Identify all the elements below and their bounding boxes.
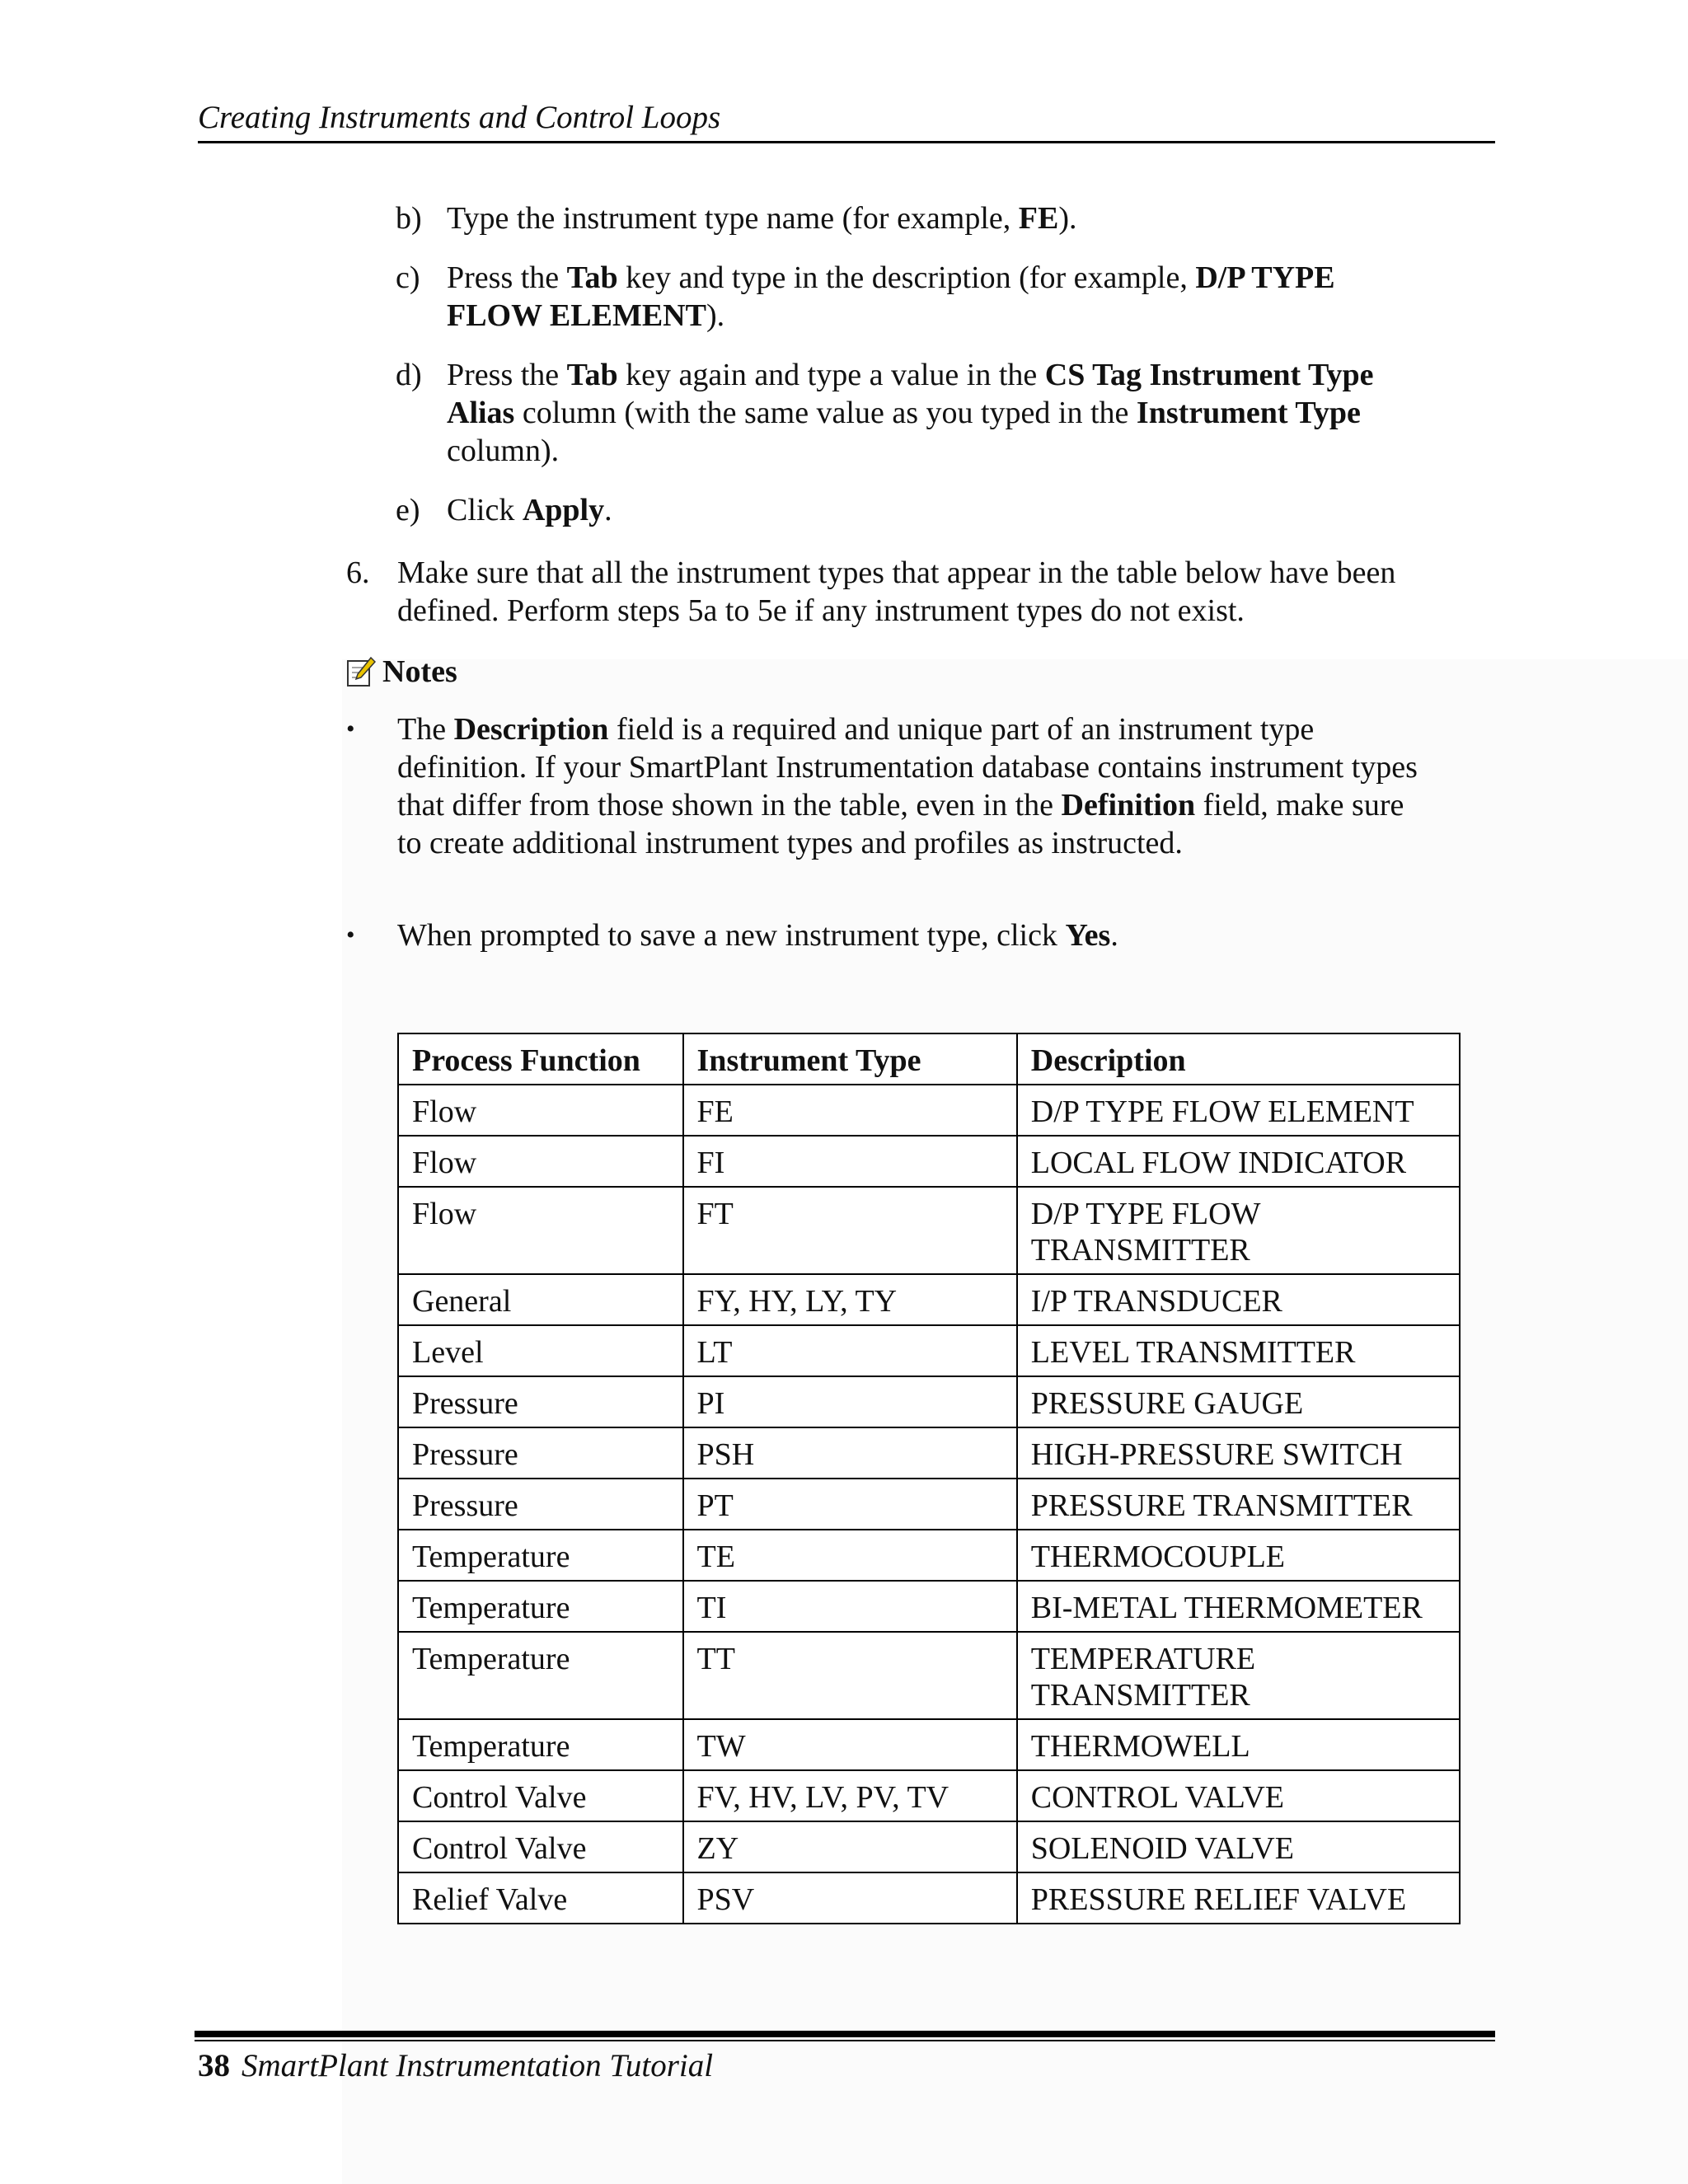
description-cell: PRESSURE RELIEF VALVE: [1017, 1872, 1460, 1924]
text-run: The: [397, 712, 454, 747]
table-row: [398, 1479, 1460, 1530]
column-header-process-function: Process Function: [398, 1033, 683, 1085]
text-run: Press the: [447, 358, 567, 392]
text-run: ).: [1058, 201, 1077, 236]
note-text: [397, 710, 1436, 862]
table-row: [398, 1187, 1460, 1274]
footer-title: SmartPlant Instrumentation Tutorial: [241, 2048, 714, 2083]
bold-term: FE: [1018, 201, 1059, 236]
description-cell: LEVEL TRANSMITTER: [1017, 1325, 1460, 1376]
instrument-type-cell: FV, HV, LV, PV, TV: [683, 1770, 1017, 1821]
bold-term: Tab: [566, 358, 618, 392]
description-cell: I/P TRANSDUCER: [1017, 1274, 1460, 1325]
step-text: Make sure that all the instrument types that appear in the table below have been defined. Perform steps 5a to 5e if any instrument types do not exist.: [397, 555, 1396, 628]
running-header: [198, 97, 1495, 143]
text-run: key again and type a value in the: [617, 358, 1045, 392]
table-row: [398, 1770, 1460, 1821]
substep-text: [447, 356, 1436, 470]
bold-term: Definition: [1061, 788, 1196, 823]
column-header-instrument-type: Instrument Type: [683, 1033, 1017, 1085]
instrument-type-cell: PSH: [683, 1427, 1017, 1479]
note-pencil-icon: [346, 656, 376, 687]
instrument-type-cell: FY, HY, LY, TY: [683, 1274, 1017, 1325]
text-run: Press the: [447, 260, 567, 295]
table-row: [398, 1530, 1460, 1581]
instrument-type-cell: ZY: [683, 1821, 1017, 1872]
text-run: field, make sure to create additional instrument types and profiles as instructed.: [397, 788, 1404, 860]
footer-rule-thin: [195, 2040, 1495, 2041]
instrument-type-cell: TT: [683, 1632, 1017, 1719]
instrument-type-cell: TW: [683, 1719, 1017, 1770]
description-cell: THERMOCOUPLE: [1017, 1530, 1460, 1581]
process-function-cell: Pressure: [398, 1479, 683, 1530]
instrument-type-cell: TI: [683, 1581, 1017, 1632]
instrument-type-cell: LT: [683, 1325, 1017, 1376]
text-run: Click: [447, 493, 523, 527]
substep-label: e): [396, 493, 420, 527]
table-row: [398, 1427, 1460, 1479]
description-cell: LOCAL FLOW INDICATOR: [1017, 1136, 1460, 1187]
instrument-types-table: [397, 1033, 1461, 1924]
description-cell: D/P TYPE FLOW TRANSMITTER: [1017, 1187, 1460, 1274]
process-function-cell: Temperature: [398, 1530, 683, 1581]
instrument-type-cell: PSV: [683, 1872, 1017, 1924]
text-run: key and type in the description (for example,: [617, 260, 1196, 295]
description-cell: SOLENOID VALVE: [1017, 1821, 1460, 1872]
process-function-cell: Level: [398, 1325, 683, 1376]
instrument-type-cell: FT: [683, 1187, 1017, 1274]
bold-term: D/P TYPE FLOW ELEMENT: [447, 260, 1335, 333]
table-row: [398, 1085, 1460, 1136]
substep-label: c): [396, 260, 420, 295]
table-row: [398, 1325, 1460, 1376]
table-row: [398, 1376, 1460, 1427]
page-number: 38: [198, 2048, 230, 2083]
instrument-type-cell: TE: [683, 1530, 1017, 1581]
text-run: column).: [447, 434, 560, 468]
step-number: 6.: [346, 555, 370, 590]
substep-label: d): [396, 358, 422, 392]
bold-term: Description: [453, 712, 609, 747]
process-function-cell: General: [398, 1274, 683, 1325]
description-cell: D/P TYPE FLOW ELEMENT: [1017, 1085, 1460, 1136]
substep-text: [447, 199, 1492, 237]
instrument-type-cell: PI: [683, 1376, 1017, 1427]
process-function-cell: Flow: [398, 1136, 683, 1187]
process-function-cell: Temperature: [398, 1581, 683, 1632]
bold-term: Apply: [522, 493, 605, 527]
notes-label: Notes: [382, 654, 457, 689]
header-title: Creating Instruments and Control Loops: [198, 100, 721, 135]
process-function-cell: Control Valve: [398, 1770, 683, 1821]
table-row: [398, 1719, 1460, 1770]
text-run: When prompted to save a new instrument type, click: [397, 918, 1066, 953]
process-function-cell: Temperature: [398, 1632, 683, 1719]
text-run: ).: [706, 298, 725, 333]
bullet-dot: •: [346, 715, 355, 743]
process-function-cell: Pressure: [398, 1376, 683, 1427]
process-function-cell: Control Valve: [398, 1821, 683, 1872]
description-cell: TEMPERATURE TRANSMITTER: [1017, 1632, 1460, 1719]
column-header-description: Description: [1017, 1033, 1460, 1085]
table-row: [398, 1632, 1460, 1719]
text-run: column (with the same value as you typed in the: [514, 396, 1137, 430]
description-cell: PRESSURE TRANSMITTER: [1017, 1479, 1460, 1530]
table-row: [398, 1274, 1460, 1325]
bullet-dot: •: [346, 921, 355, 949]
process-function-cell: Flow: [398, 1085, 683, 1136]
text-run: .: [1110, 918, 1118, 953]
bold-term: Instrument Type: [1136, 396, 1361, 430]
instrument-type-cell: FE: [683, 1085, 1017, 1136]
description-cell: THERMOWELL: [1017, 1719, 1460, 1770]
description-cell: BI-METAL THERMOMETER: [1017, 1581, 1460, 1632]
substep-text: [447, 259, 1395, 335]
table-row: [398, 1581, 1460, 1632]
process-function-cell: Pressure: [398, 1427, 683, 1479]
description-cell: HIGH-PRESSURE SWITCH: [1017, 1427, 1460, 1479]
substep-label: b): [396, 201, 422, 236]
description-cell: PRESSURE GAUGE: [1017, 1376, 1460, 1427]
bold-term: Tab: [566, 260, 618, 295]
instrument-type-cell: FI: [683, 1136, 1017, 1187]
process-function-cell: Temperature: [398, 1719, 683, 1770]
text-run: field is a required and unique part of an instrument type definition. If your SmartPlant Instrumentation database contains instrument types that differ from those shown in the table, even in the: [397, 712, 1418, 823]
instrument-type-cell: PT: [683, 1479, 1017, 1530]
bold-term: CS Tag Instrument Type Alias: [447, 358, 1374, 430]
footer-rule-thick: [195, 2031, 1495, 2037]
process-function-cell: Relief Valve: [398, 1872, 683, 1924]
table-row: [398, 1136, 1460, 1187]
substep-text: [447, 491, 1436, 529]
description-cell: CONTROL VALVE: [1017, 1770, 1460, 1821]
notes-heading: [346, 653, 457, 691]
note-text: [397, 916, 1469, 954]
bold-term: Yes: [1065, 918, 1111, 953]
text-run: .: [604, 493, 612, 527]
table-row: [398, 1821, 1460, 1872]
running-footer: [198, 2046, 713, 2087]
process-function-cell: Flow: [398, 1187, 683, 1274]
text-run: Type the instrument type name (for example,: [447, 201, 1019, 236]
table-row: [398, 1872, 1460, 1924]
table-header-row: [398, 1033, 1460, 1085]
